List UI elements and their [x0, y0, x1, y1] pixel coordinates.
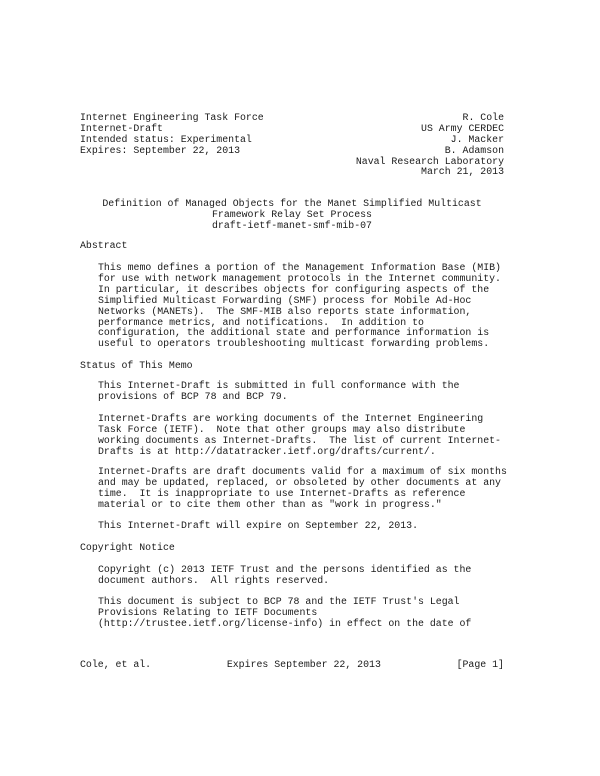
status-paragraph-4: This Internet-Draft will expire on September 22, 2013. — [98, 520, 419, 531]
draft-name: draft-ietf-manet-smf-mib-07 — [211, 219, 372, 231]
page-footer — [80, 660, 504, 671]
status-paragraph-2: Internet-Drafts are working documents of the Internet Engineering Task Force (IETF). Note that other groups may also distribute working documents as Internet-Drafts. The list of current Internet- Drafts is at http://datatracker.ietf.org/drafts/current/. — [98, 413, 501, 457]
header-expires: Expires: September 22, 2013 — [80, 144, 241, 156]
header-date: March 21, 2013 — [421, 166, 504, 178]
header-row-6 — [80, 167, 504, 178]
header-author-3: B. Adamson — [444, 144, 504, 156]
document-title — [80, 199, 504, 232]
title-line-2: Framework Relay Set Process — [211, 208, 372, 220]
footer-page-number: [Page 1] — [456, 659, 504, 670]
copyright-paragraph-1: Copyright (c) 2013 IETF Trust and the persons identified as the document authors. All rights reserved. — [98, 564, 472, 586]
abstract-text: This memo defines a portion of the Management Information Base (MIB) for use with network management protocols in the Internet community. In particular, it describes objects for configuring aspects of the Simplified Multicast Forwarding (SMF) process for Mobile Ad-Hoc Networks (MANETs). The SMF-MIB also reports state information, performance metrics, and notifications. In addition to configuration, the additional state and performance information is useful to operators troubleshooting multicast forwarding problems. — [98, 262, 501, 350]
header-intended-status: Intended status: Experimental — [80, 133, 252, 145]
header-organization: Internet Engineering Task Force — [80, 112, 264, 123]
status-heading: Status of This Memo — [80, 360, 193, 371]
abstract-heading: Abstract — [80, 240, 128, 251]
document-header — [80, 113, 504, 178]
header-author-1: R. Cole — [462, 112, 504, 123]
copyright-paragraph-2: This document is subject to BCP 78 and the IETF Trust's Legal Provisions Relating to IETF Documents (http://trustee.ietf.org/license-info) in effect on the date of — [98, 596, 472, 629]
footer-authors: Cole, et al. — [80, 659, 152, 670]
copyright-heading: Copyright Notice — [80, 542, 175, 553]
title-line-1: Definition of Managed Objects for the Manet Simplified Multicast — [102, 198, 482, 209]
footer-expires: Expires September 22, 2013 — [226, 659, 381, 670]
header-row-4 — [80, 146, 504, 157]
status-paragraph-3: Internet-Drafts are draft documents valid for a maximum of six months and may be updated, replaced, or obsoleted by other documents at any time. It is inappropriate to use Internet-Drafts as reference material or to cite them other than as "work in progress." — [98, 466, 507, 510]
header-author-2: J. Macker — [450, 133, 504, 145]
header-affiliation-1: US Army CERDEC — [421, 122, 504, 134]
header-affiliation-2: Naval Research Laboratory — [355, 155, 504, 167]
header-doc-type: Internet-Draft — [80, 122, 163, 134]
status-paragraph-1: This Internet-Draft is submitted in full conformance with the provisions of BCP 78 and BCP 79. — [98, 380, 460, 402]
